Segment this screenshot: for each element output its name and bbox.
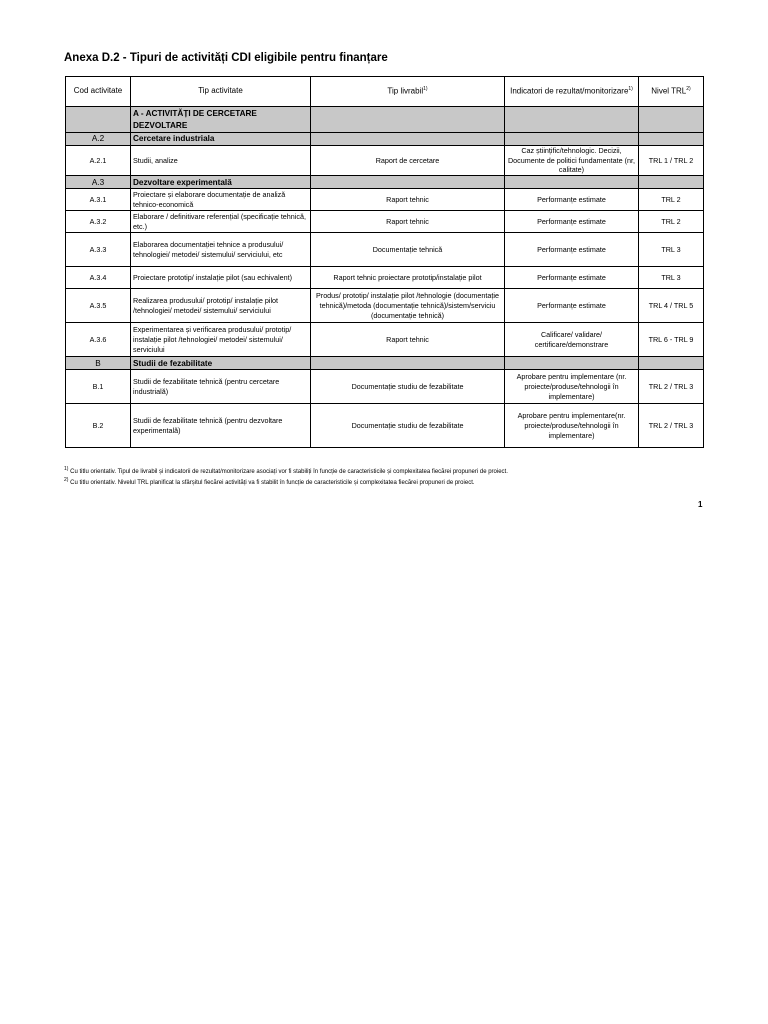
section-empty-cell (639, 133, 704, 146)
activity-type: Proiectare și elaborare documentație de analiză tehnico-economică (131, 189, 311, 211)
deliverable-type: Documentație studiu de fezabilitate (311, 404, 505, 448)
trl-level: TRL 2 / TRL 3 (639, 370, 704, 404)
section-empty-cell (311, 107, 505, 133)
activity-code: A.3.1 (66, 189, 131, 211)
result-indicator: Performanțe estimate (505, 233, 639, 267)
header-tip-livrabil: Tip livrabil$^{1)}$ (311, 77, 505, 107)
section-empty-cell (505, 107, 639, 133)
activities-table (65, 76, 704, 448)
table-section-row (66, 176, 704, 189)
section-empty-cell (505, 357, 639, 370)
result-indicator: Performanțe estimate (505, 267, 639, 289)
trl-level: TRL 2 (639, 211, 704, 233)
trl-level: TRL 3 (639, 233, 704, 267)
deliverable-type: Raport de cercetare (311, 146, 505, 176)
section-title: A - ACTIVITĂȚI DE CERCETARE DEZVOLTARE (131, 107, 311, 133)
activity-type: Studii de fezabilitate tehnică (pentru dezvoltare experimentală) (131, 404, 311, 448)
activity-code: A.3.5 (66, 289, 131, 323)
table-body (66, 107, 704, 448)
table-row (66, 370, 704, 404)
deliverable-type: Documentație studiu de fezabilitate (311, 370, 505, 404)
trl-level: TRL 2 (639, 189, 704, 211)
table-row (66, 289, 704, 323)
result-indicator: Caz științific/tehnologic. Decizii, Documente de politici fundamentate (nr, calitate) (505, 146, 639, 176)
result-indicator: Calificare/ validare/ certificare/demonstrare (505, 323, 639, 357)
trl-level: TRL 3 (639, 267, 704, 289)
activity-type: Studii de fezabilitate tehnică (pentru cercetare industrială) (131, 370, 311, 404)
header-nivel-trl: Nivel TRL$^{2)}$ (639, 77, 704, 107)
footnote-1: $^{1)}$ Cu titlu orientativ. Tipul de livrabil și indicatorii de rezultat/monitorizare asociați vor fi stabiliți în funcție de caracteristicile și complexitatea fiecărei propuneri de proiect. (64, 466, 508, 475)
footnote-2: $^{2)}$ Cu titlu orientativ. Nivelul TRL planificat la sfârșitul fiecărei activități va fi stabilit în funcție de caracteristicile și complexitatea fiecărei propuneri de proiect. (64, 477, 475, 486)
result-indicator: Aprobare pentru implementare(nr. proiecte/produse/tehnologii în implementare) (505, 404, 639, 448)
deliverable-type: Raport tehnic (311, 323, 505, 357)
result-indicator: Performanțe estimate (505, 211, 639, 233)
table-row (66, 267, 704, 289)
activity-type: Studii, analize (131, 146, 311, 176)
section-empty-cell (505, 133, 639, 146)
trl-level: TRL 2 / TRL 3 (639, 404, 704, 448)
table-row (66, 146, 704, 176)
section-empty-cell (311, 176, 505, 189)
page-number: 1 (698, 500, 703, 509)
trl-level: TRL 6 - TRL 9 (639, 323, 704, 357)
deliverable-type: Raport tehnic (311, 211, 505, 233)
page-title: Anexa D.2 - Tipuri de activități CDI eligibile pentru finanțare (64, 52, 388, 64)
table-row (66, 404, 704, 448)
table-section-row (66, 133, 704, 146)
table-row (66, 211, 704, 233)
section-code (66, 107, 131, 133)
result-indicator: Performanțe estimate (505, 289, 639, 323)
activity-type: Realizarea produsului/ prototip/ instalație pilot /tehnologiei/ metodei/ sistemului/ serviciului (131, 289, 311, 323)
section-title: Studii de fezabilitate (131, 357, 311, 370)
table-section-row (66, 107, 704, 133)
deliverable-type: Raport tehnic proiectare prototip/instalație pilot (311, 267, 505, 289)
table-row (66, 189, 704, 211)
activity-code: B.2 (66, 404, 131, 448)
header-indicatori: Indicatori de rezultat/monitorizare$^{1)}$ (505, 77, 639, 107)
footnotes (64, 466, 704, 488)
section-empty-cell (639, 357, 704, 370)
section-code: A.2 (66, 133, 131, 146)
section-empty-cell (311, 133, 505, 146)
table-header-row (66, 77, 704, 107)
activity-code: A.3.2 (66, 211, 131, 233)
trl-level: TRL 1 / TRL 2 (639, 146, 704, 176)
result-indicator: Aprobare pentru implementare (nr. proiecte/produse/tehnologii în implementare) (505, 370, 639, 404)
activity-code: A.2.1 (66, 146, 131, 176)
activity-code: A.3.3 (66, 233, 131, 267)
activity-code: A.3.4 (66, 267, 131, 289)
section-empty-cell (639, 176, 704, 189)
header-cod: Cod activitate (66, 77, 131, 107)
deliverable-type: Documentație tehnică (311, 233, 505, 267)
activity-code: A.3.6 (66, 323, 131, 357)
activity-type: Proiectare prototip/ instalație pilot (sau echivalent) (131, 267, 311, 289)
section-empty-cell (311, 357, 505, 370)
result-indicator: Performanțe estimate (505, 189, 639, 211)
activity-code: B.1 (66, 370, 131, 404)
section-empty-cell (639, 107, 704, 133)
header-tip-activitate: Tip activitate (131, 77, 311, 107)
section-code: B (66, 357, 131, 370)
activity-type: Experimentarea și verificarea produsului/ prototip/ instalație pilot /tehnologiei/ metodei/ sistemului/ serviciului (131, 323, 311, 357)
activity-type: Elaborarea documentației tehnice a produsului/ tehnologiei/ metodei/ sistemului/ serviciului, etc (131, 233, 311, 267)
deliverable-type: Raport tehnic (311, 189, 505, 211)
deliverable-type: Produs/ prototip/ instalație pilot /tehnologie (documentație tehnică)/metoda (documentație tehnică)/sistem/serviciu (documentație tehnică) (311, 289, 505, 323)
table-row (66, 323, 704, 357)
section-title: Dezvoltare experimentală (131, 176, 311, 189)
section-code: A.3 (66, 176, 131, 189)
activity-type: Elaborare / definitivare referențial (specificație tehnică, etc.) (131, 211, 311, 233)
trl-level: TRL 4 / TRL 5 (639, 289, 704, 323)
table-section-row (66, 357, 704, 370)
section-empty-cell (505, 176, 639, 189)
table-row (66, 233, 704, 267)
section-title: Cercetare industriala (131, 133, 311, 146)
